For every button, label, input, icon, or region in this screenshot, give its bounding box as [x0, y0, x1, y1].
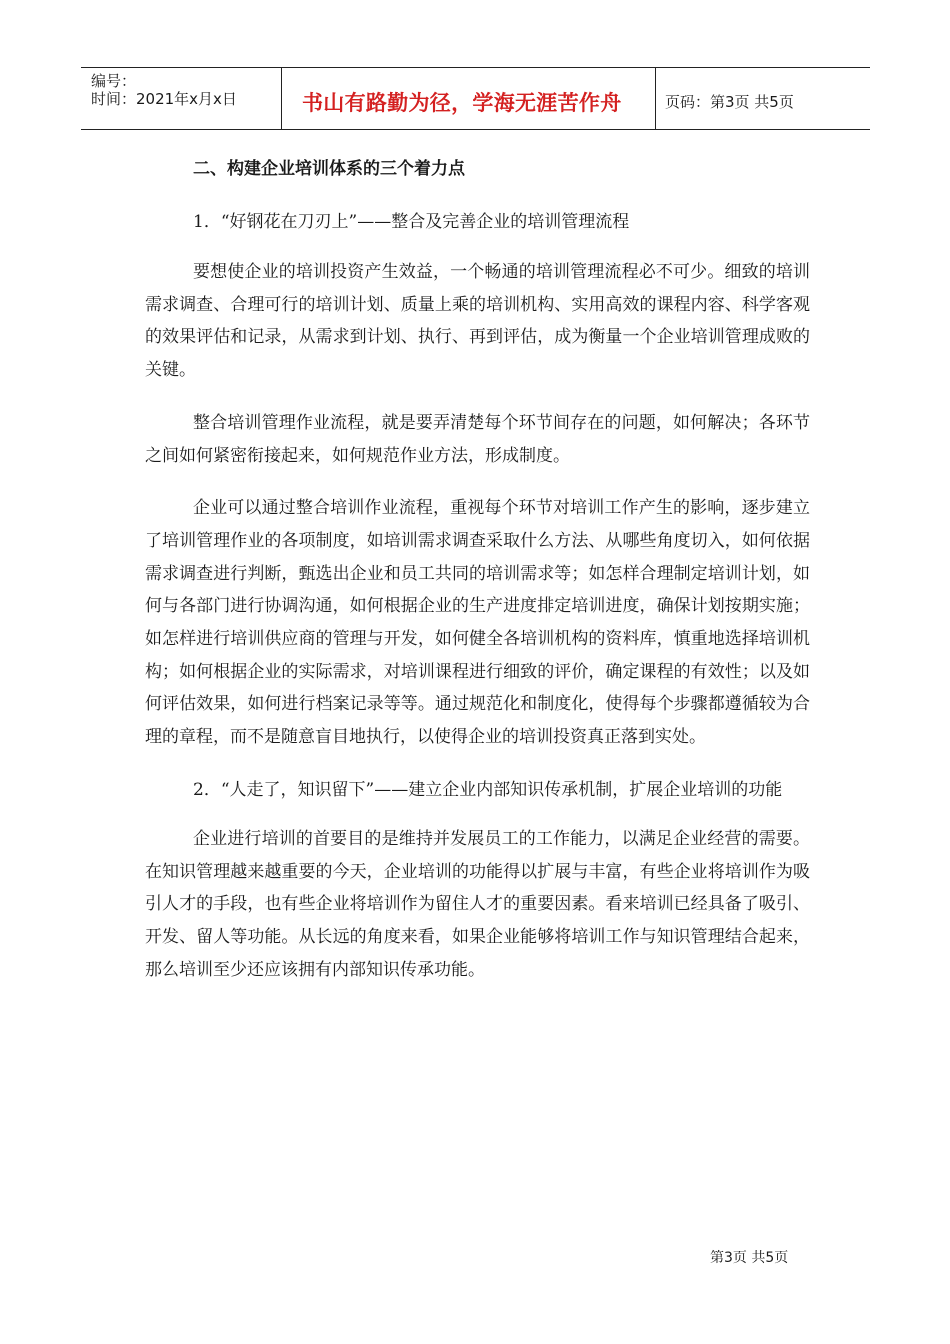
header-page-cell	[655, 68, 870, 129]
subsection-heading-1: 1．“好钢花在刀刃上”——整合及完善企业的培训管理流程	[193, 212, 630, 232]
paragraph-3: 企业可以通过整合培训作业流程，重视每个环节对培训工作产生的影响，逐步建立了培训管理作业的各项制度，如培训需求调查采取什么方法、从哪些角度切入，如何依据需求调查进行判断，甄选出企业和员工共同的培训需求等；如怎样合理制定培训计划，如何与各部门进行协调沟通，如何根据企业的生产进度排定培训进度，确保计划按期实施；如怎样进行培训供应商的管理与开发，如何健全各培训机构的资料库，慎重地选择培训机构；如何根据企业的实际需求，对培训课程进行细致的评价，确定课程的有效性；以及如何评估效果，如何进行档案记录等等。通过规范化和制度化，使得每个步骤都遵循较为合理的章程，而不是随意盲目地执行，以使得企业的培训投资真正落到实处。	[145, 498, 810, 748]
paragraph-1: 要想使企业的培训投资产生效益，一个畅通的培训管理流程必不可少。细致的培训需求调查、合理可行的培训计划、质量上乘的培训机构、实用高效的课程内容、科学客观的效果评估和记录，从需求到计划、执行、再到评估，成为衡量一个企业培训管理成败的关键。	[145, 262, 810, 381]
document-body	[145, 150, 810, 1006]
header-motto-cell	[281, 68, 656, 129]
document-date-label: 时间：2021年x月x日	[91, 90, 237, 108]
section-heading: 二、构建企业培训体系的三个着力点	[193, 159, 465, 179]
subsection-heading-2: 2．“人走了，知识留下”——建立企业内部知识传承机制，扩展企业培训的功能	[193, 779, 783, 800]
header-page-number: 页码：第3页 共5页	[665, 93, 794, 111]
header-meta	[81, 68, 281, 129]
document-number-label: 编号：	[91, 72, 137, 90]
paragraph-2: 整合培训管理作业流程，就是要弄清楚每个环节间存在的问题，如何解决；各环节之间如何紧密衔接起来，如何规范作业方法，形成制度。	[145, 412, 810, 466]
page-header	[81, 67, 870, 130]
paragraph-4: 企业进行培训的首要目的是维持并发展员工的工作能力，以满足企业经营的需要。在知识管理越来越重要的今天，企业培训的功能得以扩展与丰富，有些企业将培训作为吸引人才的手段，也有些企业将培训作为留住人才的重要因素。看来培训已经具备了吸引、开发、留人等功能。从长远的角度来看，如果企业能够将培训工作与知识管理结合起来，那么培训至少还应该拥有内部知识传承功能。	[145, 828, 810, 980]
header-motto: 书山有路勤为径，学海无涯苦作舟	[302, 91, 622, 115]
page-footer: 第3页 共5页	[710, 1250, 789, 1266]
